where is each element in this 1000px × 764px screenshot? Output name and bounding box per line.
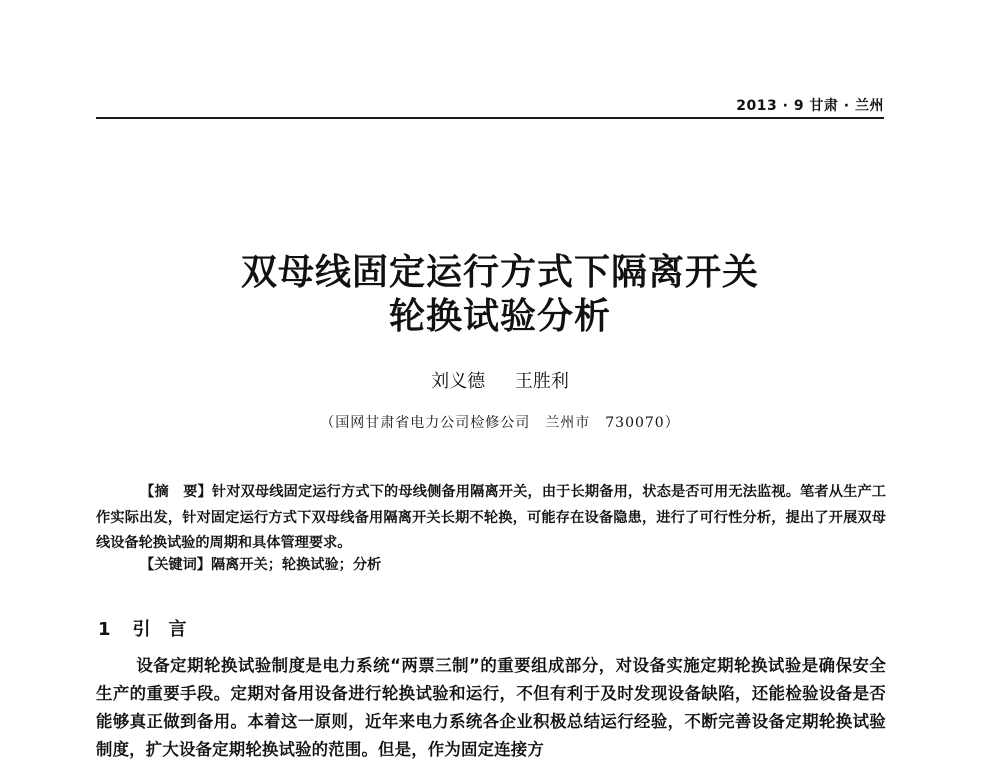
running-head: 2013 · 9 甘肃 · 兰州	[736, 98, 884, 114]
section-number: 1	[98, 619, 111, 640]
title-line-1: 双母线固定运行方式下隔离开关	[240, 251, 759, 293]
author-1: 刘义德	[431, 371, 486, 392]
abstract-text: 针对双母线固定运行方式下的母线侧备用隔离开关，由于长期备用，状态是否可用无法监视。笔者从生产工作实际出发，针对固定运行方式下双母线备用隔离开关长期不轮换，可能存在设备隐患，进行了可行性分析，提出了开展双母线设备轮换试验的周期和具体管理要求。	[96, 484, 886, 551]
section-heading	[98, 618, 205, 642]
header-rule	[96, 117, 884, 119]
abstract-label: 【摘 要】	[140, 484, 212, 500]
author-2: 王胜利	[514, 371, 569, 392]
paragraph-text: 设备定期轮换试验制度是电力系统“两票三制”的重要组成部分，对设备实施定期轮换试验是确保安全生产的重要手段。定期对备用设备进行轮换试验和运行，不但有利于及时发现设备缺陷，还能检验设备是否能够真正做到备用。本着这一原则，近年来电力系统各企业积极总结运行经验，不断完善设备定期轮换试验制度，扩大设备定期轮换试验的范围。但是，作为固定连接方	[96, 656, 886, 759]
abstract	[96, 480, 886, 557]
keywords-label: 【关键词】	[140, 557, 211, 573]
keywords-text: 隔离开关；轮换试验；分析	[210, 557, 382, 573]
affiliation: （国网甘肃省电力公司检修公司 兰州市 730070）	[320, 415, 680, 431]
author-list	[0, 370, 1000, 394]
keywords	[96, 553, 886, 578]
paper-title	[0, 250, 1000, 338]
section-title: 引言	[132, 619, 205, 640]
section-paragraph	[96, 652, 886, 764]
title-line-2: 轮换试验分析	[388, 295, 611, 337]
